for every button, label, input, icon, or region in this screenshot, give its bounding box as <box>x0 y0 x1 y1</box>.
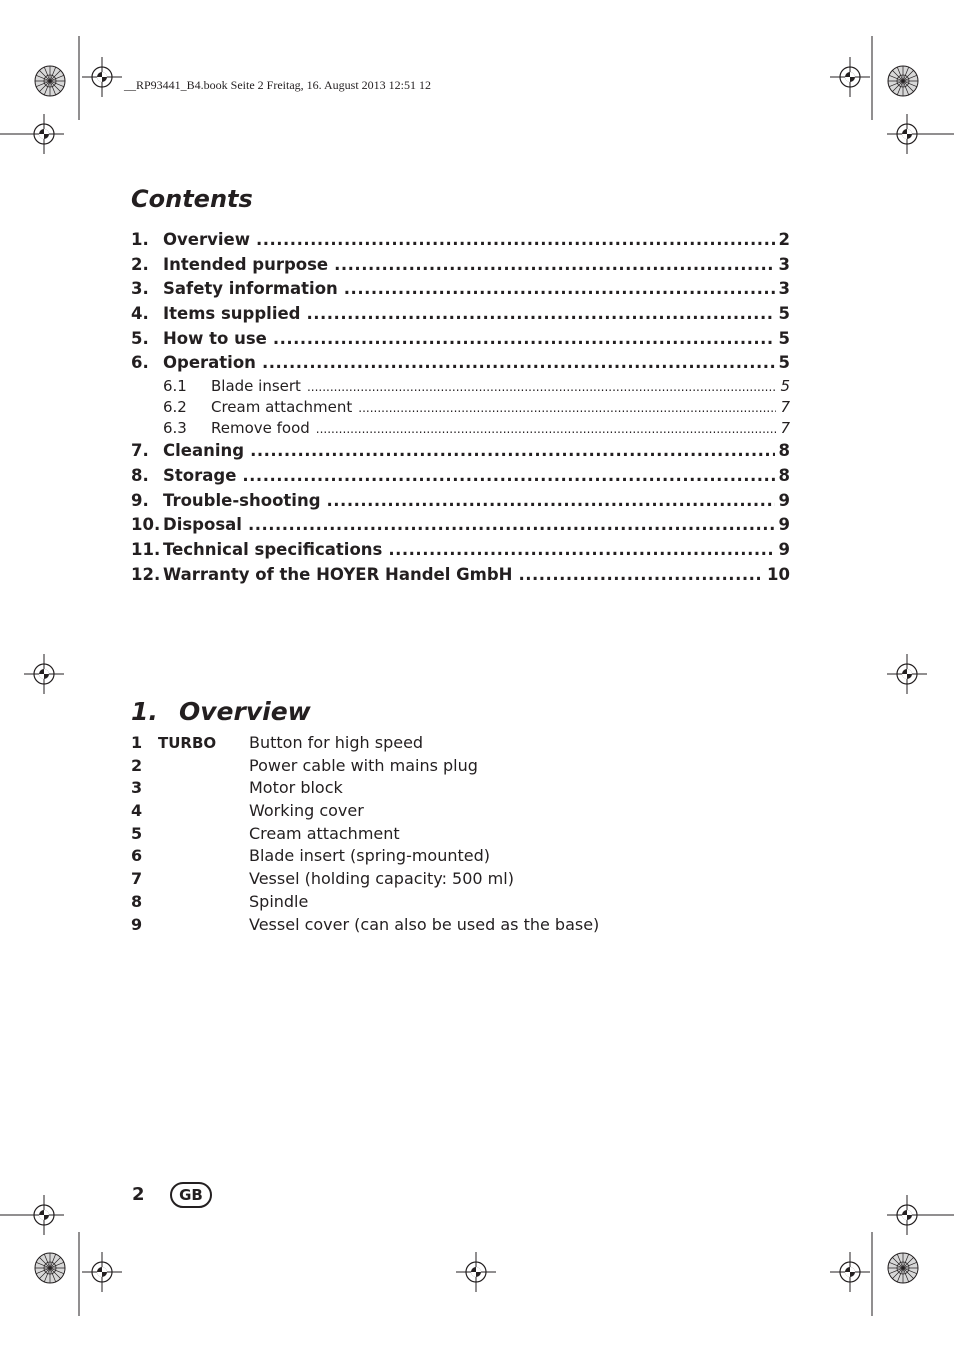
toc-entry[interactable] <box>131 464 790 489</box>
toc-leader-dots <box>344 277 775 302</box>
overview-item-description: Vessel cover (can also be used as the base) <box>249 914 600 934</box>
overview-item-number: 9 <box>131 914 143 934</box>
toc-entry-page: 9 <box>778 490 790 510</box>
contents-title: Contents <box>131 185 253 213</box>
toc-entry[interactable] <box>131 351 790 376</box>
overview-item <box>131 732 691 755</box>
toc-entry-label: Storage <box>163 465 237 485</box>
toc-entry[interactable] <box>131 418 790 439</box>
toc-entry-page: 3 <box>778 254 790 274</box>
toc-entry-page: 8 <box>778 441 790 461</box>
toc-entry-label: Trouble-shooting <box>163 490 321 510</box>
overview-title <box>131 697 311 726</box>
toc-leader-dots <box>358 397 776 418</box>
toc-entry-label: Operation <box>163 353 256 373</box>
toc-entry-number: 6. <box>131 353 149 373</box>
overview-item-description: Power cable with mains plug <box>249 755 478 775</box>
toc-entry-page: 7 <box>780 419 790 438</box>
toc-leader-dots <box>307 376 777 397</box>
toc-entry-label: Blade insert <box>211 377 301 396</box>
overview-item-description: Spindle <box>249 891 309 911</box>
toc-leader-dots <box>316 418 777 439</box>
toc-entry-label: Technical specifications <box>163 539 383 559</box>
toc-entry-label: Overview <box>163 230 250 249</box>
overview-item <box>131 800 691 823</box>
toc-entry-label: Cream attachment <box>211 398 353 417</box>
toc-entry-number: 9. <box>131 490 149 510</box>
toc-entry[interactable] <box>131 253 790 278</box>
toc-entry-number: 8. <box>131 465 149 485</box>
page-number: 2 <box>132 1184 145 1205</box>
toc-entry-number: 6.1 <box>163 377 187 396</box>
toc-entry[interactable] <box>131 513 790 538</box>
toc-entry-page: 5 <box>778 353 790 373</box>
toc-leader-dots <box>248 513 775 538</box>
toc-entry-number: 2. <box>131 254 149 274</box>
overview-item-description: Vessel (holding capacity: 500 ml) <box>249 869 514 889</box>
overview-item <box>131 891 691 914</box>
overview-item <box>131 755 691 778</box>
overview-item-description: Motor block <box>249 778 343 798</box>
toc-leader-dots <box>242 464 774 489</box>
overview-item-number: 8 <box>131 891 143 911</box>
toc-entry-number: 6.2 <box>163 398 187 417</box>
overview-item-description: Cream attachment <box>249 823 400 843</box>
toc-entry-label: Warranty of the HOYER Handel GmbH <box>163 564 513 584</box>
toc-entry-page: 10 <box>767 564 790 584</box>
toc-entry-page: 5 <box>778 304 790 324</box>
toc-entry-label: Disposal <box>163 515 242 535</box>
toc-entry-page: 9 <box>778 515 790 535</box>
toc-entry-number: 6.3 <box>163 419 187 438</box>
toc-entry[interactable] <box>131 376 790 397</box>
toc-entry-page: 8 <box>778 465 790 485</box>
toc-leader-dots <box>334 253 774 278</box>
toc-entry[interactable] <box>131 228 790 253</box>
overview-section-number: 1. <box>131 697 158 726</box>
overview-item <box>131 823 691 846</box>
toc-entry-number: 11. <box>131 539 161 559</box>
toc-entry-number: 1. <box>131 230 149 249</box>
overview-item-number: 5 <box>131 823 143 843</box>
print-slug: __RP93441_B4.book Seite 2 Freitag, 16. August 2013 12:51 12 <box>124 78 432 92</box>
table-of-contents <box>131 228 790 587</box>
overview-item <box>131 914 691 937</box>
toc-leader-dots <box>273 327 775 352</box>
toc-leader-dots <box>518 563 763 588</box>
overview-item-description: Blade insert (spring-mounted) <box>249 846 491 866</box>
toc-entry-page: 5 <box>780 377 790 396</box>
overview-item-number: 6 <box>131 846 143 866</box>
toc-entry[interactable] <box>131 327 790 352</box>
toc-entry[interactable] <box>131 277 790 302</box>
toc-entry-page: 9 <box>778 539 790 559</box>
toc-entry[interactable] <box>131 439 790 464</box>
toc-entry-page: 7 <box>780 398 790 417</box>
toc-entry-number: 5. <box>131 328 149 348</box>
overview-parts-list <box>131 732 691 936</box>
language-badge: GB <box>170 1182 212 1208</box>
toc-leader-dots <box>250 439 774 464</box>
toc-entry-label: How to use <box>163 328 267 348</box>
toc-leader-dots <box>262 351 775 376</box>
overview-item-number: 7 <box>131 869 143 889</box>
toc-leader-dots <box>327 489 775 514</box>
toc-entry-page: 3 <box>778 279 790 299</box>
toc-entry-number: 4. <box>131 304 149 324</box>
toc-entry-page: 5 <box>778 328 790 348</box>
overview-item-number: 1 <box>131 733 143 752</box>
overview-item-key: TURBO <box>158 734 217 752</box>
toc-entry[interactable] <box>131 563 790 588</box>
toc-entry-number: 10. <box>131 515 161 535</box>
overview-item-number: 2 <box>131 755 143 775</box>
toc-entry-number: 3. <box>131 279 149 299</box>
toc-entry-label: Safety information <box>163 279 338 299</box>
toc-entry-label: Remove food <box>211 419 310 438</box>
toc-entry[interactable] <box>131 302 790 327</box>
overview-item-number: 3 <box>131 778 143 798</box>
overview-item <box>131 845 691 868</box>
toc-entry[interactable] <box>131 397 790 418</box>
toc-entry-label: Cleaning <box>163 441 245 461</box>
toc-entry-label: Items supplied <box>163 304 301 324</box>
toc-entry-number: 7. <box>131 441 149 461</box>
toc-leader-dots <box>256 228 775 253</box>
toc-leader-dots <box>306 302 774 327</box>
overview-item-number: 4 <box>131 801 143 821</box>
overview-item <box>131 868 691 891</box>
overview-title-text: Overview <box>179 697 311 726</box>
toc-entry[interactable] <box>131 489 790 514</box>
toc-entry-page: 2 <box>778 230 790 249</box>
toc-leader-dots <box>388 538 774 563</box>
overview-item-description: Button for high speed <box>249 733 424 752</box>
overview-item-description: Working cover <box>249 801 364 821</box>
toc-entry-label: Intended purpose <box>163 254 329 274</box>
toc-entry[interactable] <box>131 538 790 563</box>
toc-entry-number: 12. <box>131 564 161 584</box>
overview-item <box>131 777 691 800</box>
